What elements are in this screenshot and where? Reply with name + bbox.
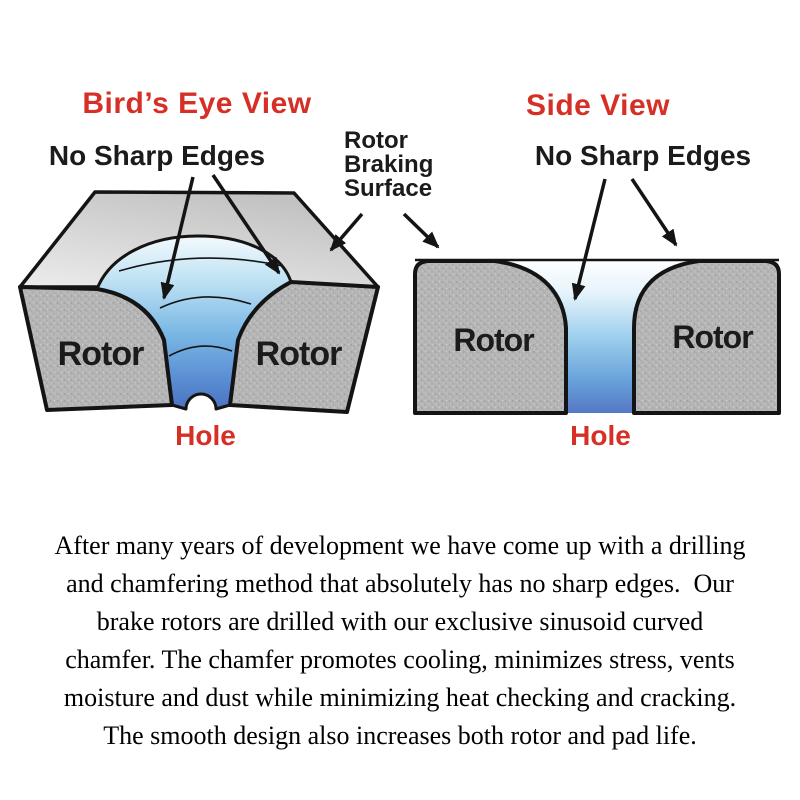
sideview-title: Side View [525, 89, 670, 122]
no-sharp-edges-label-left: No Sharp Edges [48, 140, 266, 171]
rotor-braking-surface-line3: Surface [344, 175, 433, 202]
no-sharp-edges-label-right: No Sharp Edges [534, 140, 752, 171]
paragraph-line: chamfer. The chamfer promotes cooling, minimizes stress, vents [65, 645, 735, 674]
sideview-rotor-label-right: Rotor [672, 319, 753, 355]
birdseye-rotor-label-right: Rotor [255, 335, 342, 373]
rotor-braking-surface-line1: Rotor [344, 127, 408, 154]
birdseye-rotor-label-left: Rotor [57, 335, 144, 373]
paragraph-line: brake rotors are drilled with our exclusive sinusoid curved [96, 607, 704, 636]
paragraph-line: After many years of development we have come up with a drilling [54, 531, 746, 560]
paragraph-line: and chamfering method that absolutely has no sharp edges. Our [66, 569, 734, 598]
rotor-braking-surface-label [344, 129, 433, 201]
paragraph-line: moisture and dust while minimizing heat checking and cracking. [63, 683, 737, 712]
sideview-rotor-label-left: Rotor [453, 322, 534, 358]
sideview-hole-label: Hole [570, 420, 631, 451]
birdseye-hole-label: Hole [175, 420, 236, 451]
arrow-braking-surface-right [404, 214, 438, 247]
arrow-braking-surface-left [331, 214, 362, 250]
description-paragraph [0, 527, 800, 755]
birdseye-diagram [20, 192, 378, 412]
paragraph-line: The smooth design also increases both rotor and pad life. [103, 721, 697, 750]
rotor-braking-surface-line2: Braking [344, 151, 434, 178]
arrow-no-sharp-edges-sv-right [632, 179, 676, 245]
birdseye-title: Bird’s Eye View [82, 87, 312, 120]
